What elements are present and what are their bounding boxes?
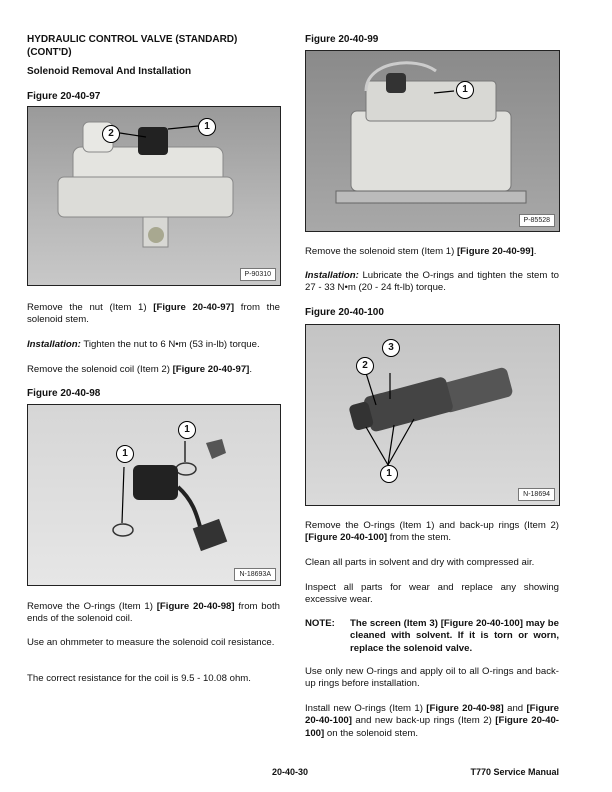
photo-code: P-90310: [240, 268, 276, 281]
callout-2: 2: [102, 125, 120, 143]
photo-code: N-18694: [518, 488, 555, 501]
callout-1: 1: [380, 465, 398, 483]
figure-label: Figure 20-40-100: [305, 307, 384, 318]
callout-1: 1: [116, 445, 134, 463]
installation-note: Installation: Tighten the nut to 6 N•m (53 in-lb) torque.: [27, 339, 260, 350]
callout-1: 1: [456, 81, 474, 99]
paragraph: Remove the O-rings (Item 1) [Figure 20-40-98] from both ends of the solenoid coil.: [27, 601, 280, 625]
photo-code: N-18693A: [234, 568, 276, 581]
paragraph: Install new O-rings (Item 1) [Figure 20-40-98] and [Figure 20-40-100] and new back-up rings (Item 2) [Figure 20-40-100] on the solenoid stem.: [305, 703, 559, 739]
valve-illustration: [28, 107, 280, 285]
figure-20-40-98-photo: [27, 404, 281, 586]
figure-20-40-100-photo: [305, 324, 560, 506]
figure-label: Figure 20-40-98: [27, 388, 101, 399]
note-text: The screen (Item 3) [Figure 20-40-100] may be cleaned with solvent. If it is torn or worn, replace the solenoid valve.: [350, 618, 559, 654]
section-title: HYDRAULIC CONTROL VALVE (STANDARD) (CONT'D): [27, 34, 238, 58]
paragraph: Use only new O-rings and apply oil to all O-rings and back-up rings before installation.: [305, 666, 559, 690]
coil-illustration: [28, 405, 280, 585]
paragraph: The correct resistance for the coil is 9.5 - 10.08 ohm.: [27, 673, 251, 684]
note: [305, 618, 559, 655]
paragraph: Clean all parts in solvent and dry with compressed air.: [305, 557, 535, 568]
note-label: NOTE:: [305, 618, 335, 629]
paragraph: Remove the O-rings (Item 1) and back-up rings (Item 2) [Figure 20-40-100] from the stem.: [305, 520, 559, 544]
manual-title: T770 Service Manual: [470, 767, 559, 777]
callout-1: 1: [178, 421, 196, 439]
installation-note: Installation: Lubricate the O-rings and tighten the stem to 27 - 33 N•m (20 - 24 ft-lb) torque.: [305, 270, 559, 294]
figure-label: Figure 20-40-99: [305, 34, 379, 45]
callout-3: 3: [382, 339, 400, 357]
photo-code: P-85528: [519, 214, 555, 227]
figure-20-40-99-photo: [305, 50, 560, 232]
callout-1: 1: [198, 118, 216, 136]
paragraph: Remove the solenoid coil (Item 2) [Figure 20-40-97].: [27, 364, 253, 375]
figure-20-40-97-photo: [27, 106, 281, 286]
valve-illustration: [306, 51, 559, 231]
page-number: 20-40-30: [272, 767, 309, 777]
subsection-title: Solenoid Removal And Installation: [27, 66, 192, 77]
paragraph: Remove the solenoid stem (Item 1) [Figure 20-40-99].: [305, 246, 537, 257]
figure-label: Figure 20-40-97: [27, 91, 101, 102]
paragraph: Remove the nut (Item 1) [Figure 20-40-97] from the solenoid stem.: [27, 302, 280, 326]
callout-2: 2: [356, 357, 374, 375]
paragraph: Inspect all parts for wear and replace any showing excessive wear.: [305, 582, 559, 606]
solenoid-stem-illustration: [306, 325, 559, 505]
paragraph: Use an ohmmeter to measure the solenoid coil resistance.: [27, 637, 275, 648]
